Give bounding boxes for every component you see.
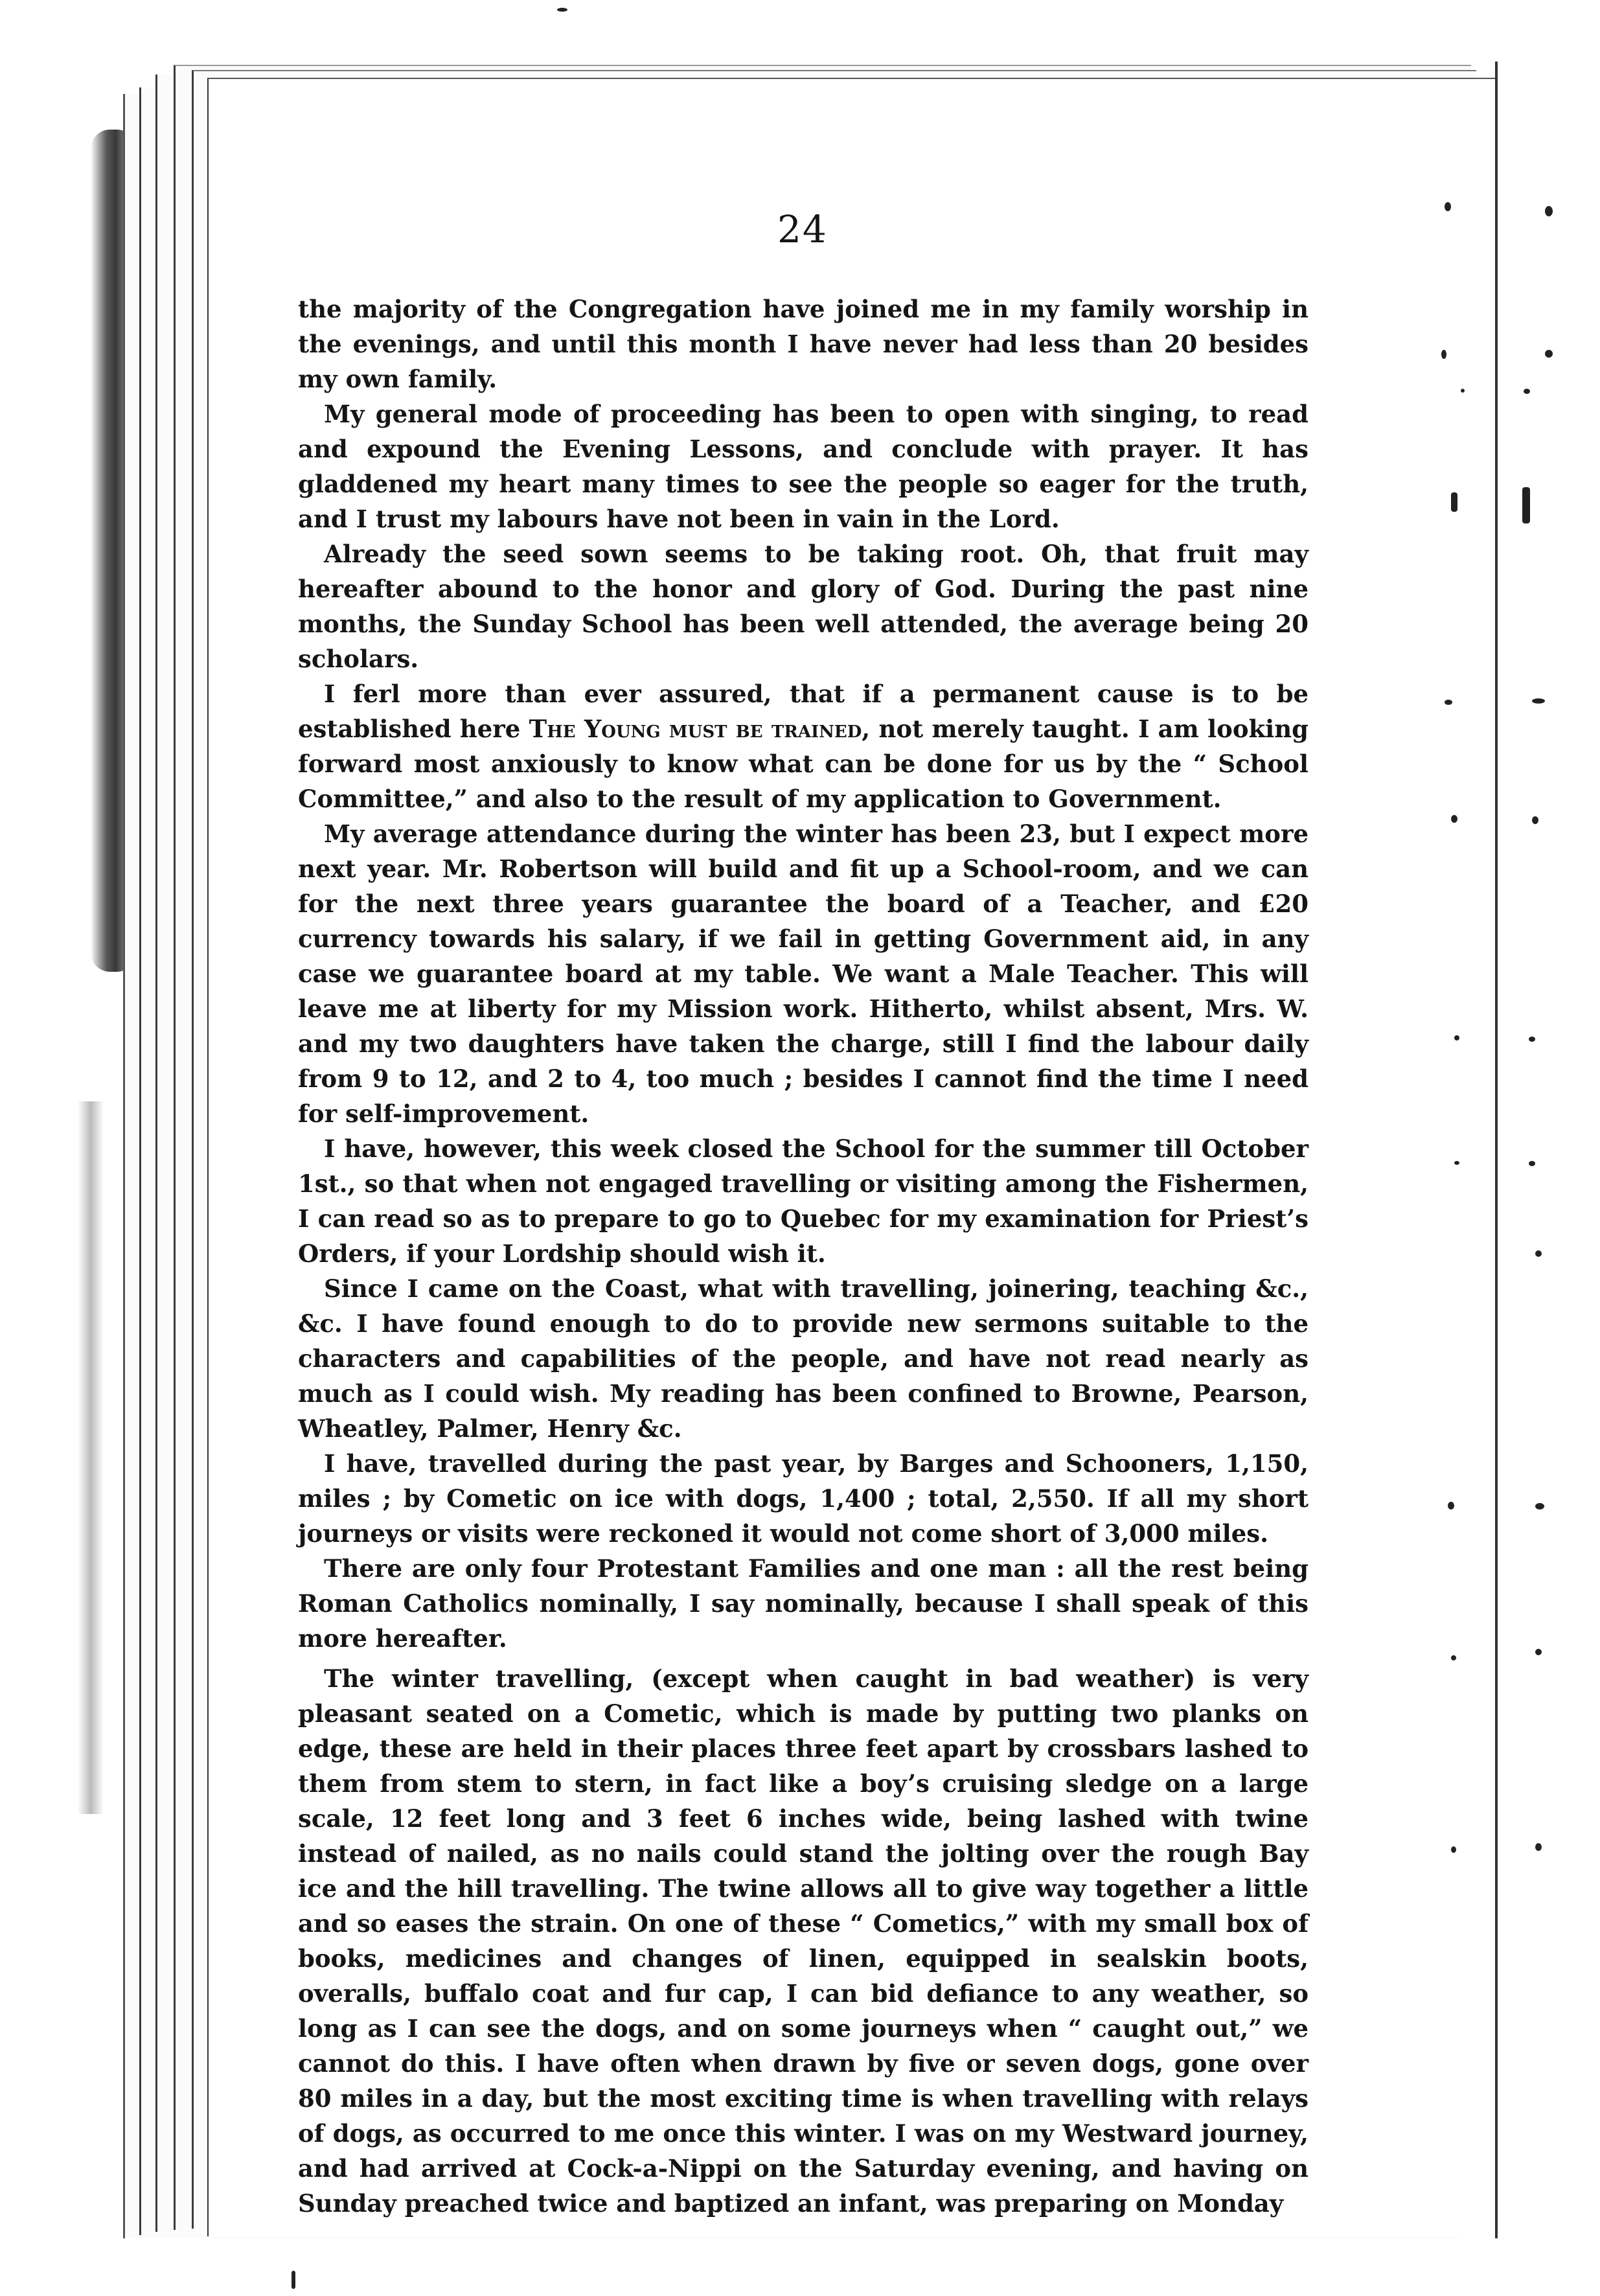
paragraph: The winter travelling, (except when caught in bad weather) is very pleasant seated on a Cometic, which is made by putting two planks on edge, these are held in their places three feet apart by crossbars lashed to them from stem to stern, in fact like a boy’s cruising sledge on a large scale, 12 feet long and 3 feet 6 inches wide, being lashed with twine instead of nailed, as no nails could stand the jolting over the rough Bay ice and the hill travelling. The twine allows all to give way together a little and so eases the strain. On one of these “ Cometics,” with my small box of books, medicines and changes of linen, equipped in sealskin boots, overalls, buffalo coat and fur cap, I can bid defiance to any weather, so long as I can see the dogs, and on some journeys when “ caught out,” we cannot do this. I have often when drawn by five or seven dogs, gone over 80 miles in a day, but the most exciting time is when travelling with relays of dogs, as occurred to me once this winter. I was on my Westward journey, and had arrived at Cock-a-Nippi on the Saturday evening, and having on Sunday preached twice and baptized an infant, was preparing on Monday: [298, 1664, 1309, 2218]
page-gutter-line: [1495, 62, 1498, 2238]
paragraph: My general mode of proceeding has been to open with singing, to read and expound the Evening Lessons, and conclude with prayer. It has gladdened my heart many times to see the people so eager for the truth, and I trust my labours have not been in vain in the Lord.: [298, 400, 1309, 533]
paragraph: [298, 676, 1309, 816]
paragraph: There are only four Protestant Families and one man : all the rest being Roman Catholics nominally, I say nominally, because I shall speak of this more hereafter.: [298, 1554, 1309, 1653]
paragraph: the majority of the Congregation have joined me in my family worship in the evenings, and until this month I have never had less than 20 besides my own family.: [298, 295, 1309, 393]
paragraph: I have, however, this week closed the School for the summer till October 1st., so that when not engaged travelling or visiting among the Fishermen, I can read so as to prepare to go to Quebec for my examination for Priest’s Orders, if your Lordship should wish it.: [298, 1134, 1309, 1268]
paragraph: I have, travelled during the past year, by Barges and Schooners, 1,150, miles ; by Cometic on ice with dogs, 1,400 ; total, 2,550. If all my short journeys or visits were reckoned it would not come short of 3,000 miles.: [298, 1449, 1309, 1548]
page-shadow-lower: [78, 1101, 104, 1814]
emphasis-text: The Young must be trained: [529, 715, 862, 743]
paragraph: My average attendance during the winter has been 23, but I expect more next year. Mr. Robertson will build and fit up a School-room, and we can for the next three years guarantee the board of a Teacher, and £20 currency towards his salary, if we fail in getting Government aid, in any case we guarantee board at my table. We want a Male Teacher. This will leave me at liberty for my Mission work. Hitherto, whilst absent, Mrs. W. and my two daughters have taken the charge, still I find the labour daily from 9 to 12, and 2 to 4, too much ; besides I cannot find the time I need for self-improvement.: [298, 820, 1309, 1128]
page-number: 24: [777, 207, 828, 251]
paragraph: Already the seed sown seems to be taking root. Oh, that fruit may hereafter abound to the honor and glory of God. During the past nine months, the Sunday School has been well attended, the average being 20 scholars.: [298, 540, 1309, 673]
body-text: [298, 292, 1309, 2221]
paragraph-text: I ferl more than ever assured, that if a permanent cause is to be established here: [298, 680, 1309, 743]
paragraph-text: , not merely taught. I am looking forward most anxiously to know what can be done for us by the “ School Committee,” and also to the result of my application to Government.: [298, 715, 1309, 813]
paragraph: Since I came on the Coast, what with travelling, joinering, teaching &c., &c. I have found enough to do to provide new sermons suitable to the characters and capabilities of the people, and have not read nearly as much as I could wish. My reading has been confined to Browne, Pearson, Wheatley, Palmer, Henry &c.: [298, 1274, 1309, 1443]
